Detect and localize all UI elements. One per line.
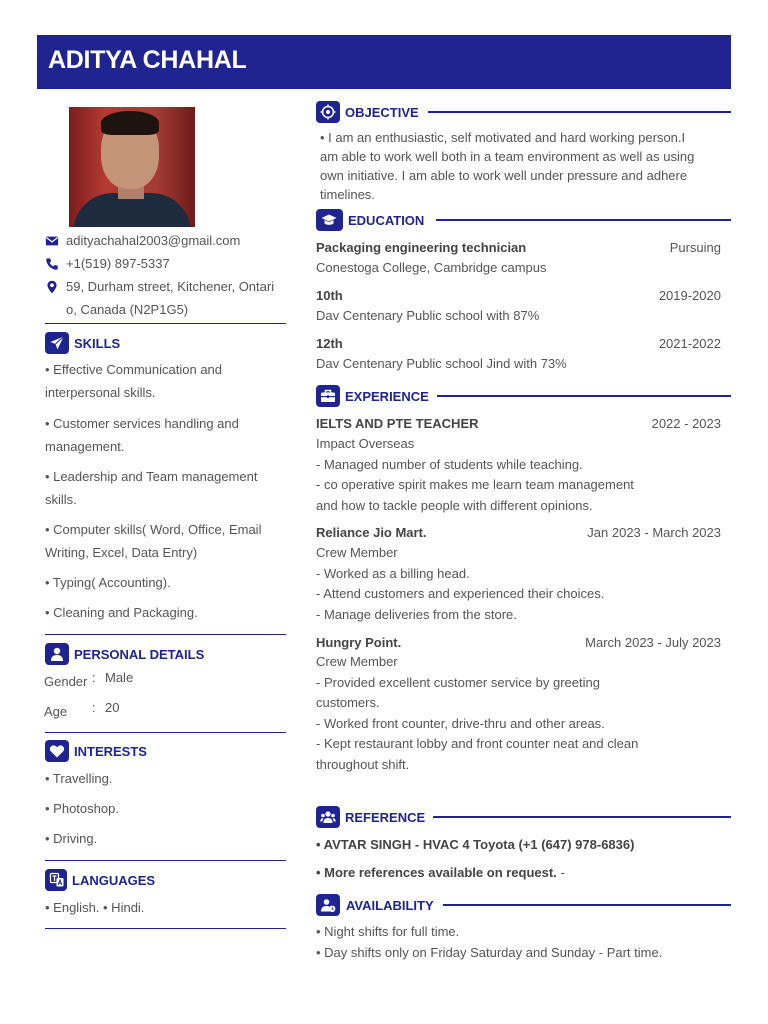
contact-phone [45, 252, 290, 275]
experience-role: IELTS AND PTE TEACHER [316, 416, 479, 431]
education-title: EDUCATION [348, 213, 425, 228]
reference-title: REFERENCE [345, 810, 426, 825]
experience-section-header [316, 385, 731, 407]
education-dates: 2019-2020 [658, 288, 721, 303]
age-label: Age [44, 704, 68, 719]
location-pin-icon [45, 280, 59, 294]
experience-details: Crew Member - Provided excellent customer service by greeting customers. - Worked front counter, drive-thru and other areas. - Kept restaurant lobby and front counter neat and clean throughout shift. [316, 654, 639, 772]
interest-item: • Driving. [45, 831, 98, 846]
education-school: Dav Centenary Public school Jind with 73% [316, 356, 567, 371]
reference-more: • More references available on request. - [316, 865, 565, 880]
interests-section-header [45, 740, 286, 762]
contact-email [45, 229, 290, 252]
divider [45, 860, 286, 861]
user-icon [49, 646, 65, 662]
experience-details: Impact Overseas - Managed number of students while teaching. - co operative spirit makes me learn team management and how to tackle people with different opinions. [316, 436, 634, 513]
graduation-cap-icon [321, 212, 337, 228]
experience-role: Hungry Point. [316, 635, 402, 650]
phone-text: +1(519) 897-5337 [66, 256, 170, 271]
education-status: Pursuing [669, 240, 721, 255]
email-text: adityachahal2003@gmail.com [66, 233, 241, 248]
education-school: Conestoga College, Cambridge campus [316, 260, 547, 275]
skill-item: • Cleaning and Packaging. [45, 605, 198, 620]
interests-title: INTERESTS [74, 744, 147, 759]
gender-value: Male [105, 670, 134, 685]
divider [45, 323, 286, 324]
skills-title: SKILLS [74, 336, 121, 351]
interest-item: • Travelling. [45, 771, 113, 786]
reference-section-header [316, 806, 731, 828]
rocket-icon [49, 335, 65, 351]
candidate-name: ADITYA CHAHAL [48, 46, 247, 74]
education-degree: Packaging engineering technician [316, 240, 527, 255]
objective-section-header [316, 101, 731, 123]
heart-icon [49, 743, 65, 759]
experience-dates: March 2023 - July 2023 [585, 635, 721, 650]
experience-title: EXPERIENCE [345, 389, 429, 404]
contact-address [45, 275, 290, 321]
gender-separator: : [92, 670, 96, 685]
personal-details-title: PERSONAL DETAILS [74, 647, 205, 662]
phone-icon [45, 257, 59, 271]
objective-text: • I am an enthusiastic, self motivated and hard working person.I am able to work well both in a team environment as well as using own initiative. I am able to work well under pressure and adhere timelines. [320, 130, 695, 202]
divider [45, 928, 286, 929]
education-school: Dav Centenary Public school with 87% [316, 308, 540, 323]
reference-line: • AVTAR SINGH - HVAC 4 Toyota (+1 (647) 978-6836) [316, 837, 635, 852]
skill-item: • Customer services handling and management. [45, 416, 239, 454]
objective-title: OBJECTIVE [345, 105, 419, 120]
target-icon [320, 104, 336, 120]
skill-item: • Typing( Accounting). [45, 575, 171, 590]
availability-title: AVAILABILITY [346, 898, 434, 913]
skill-item: • Effective Communication and interpersonal skills. [45, 362, 223, 400]
personal-details-section-header [45, 643, 286, 665]
age-value: 20 [105, 700, 120, 715]
skills-section-header [45, 332, 286, 354]
user-clock-icon [320, 897, 336, 913]
gender-label: Gender [44, 674, 88, 689]
divider [45, 634, 286, 635]
experience-dates: 2022 - 2023 [651, 416, 721, 431]
languages-title: LANGUAGES [72, 873, 156, 888]
users-icon [320, 809, 336, 825]
experience-details: Crew Member - Worked as a billing head. - Attend customers and experienced their choices. - Manage deliveries from the store. [316, 545, 605, 622]
experience-dates: Jan 2023 - March 2023 [587, 525, 721, 540]
languages-text: • English. • Hindi. [45, 900, 145, 915]
address-line-2: o, Canada (N2P1G5) [66, 302, 189, 317]
languages-section-header [45, 869, 286, 891]
education-dates: 2021-2022 [658, 336, 721, 351]
education-section-header [316, 209, 731, 231]
experience-role: Reliance Jio Mart. [316, 525, 427, 540]
name-banner [37, 35, 731, 89]
profile-photo [69, 107, 195, 227]
availability-section-header [316, 894, 731, 916]
skill-item: • Computer skills( Word, Office, Email Writing, Excel, Data Entry) [45, 522, 262, 560]
age-separator: : [92, 700, 96, 715]
interest-item: • Photoshop. [45, 801, 119, 816]
education-degree: 10th [316, 288, 343, 303]
divider [45, 732, 286, 733]
translate-icon [49, 872, 65, 888]
education-degree: 12th [316, 336, 343, 351]
skill-item: • Leadership and Team management skills. [45, 469, 258, 507]
availability-details: • Night shifts for full time. • Day shifts only on Friday Saturday and Sunday - Part time. [316, 924, 663, 960]
address-line-1: 59, Durham street, Kitchener, Ontari [66, 279, 275, 294]
mail-icon [45, 234, 59, 248]
briefcase-icon [320, 388, 336, 404]
